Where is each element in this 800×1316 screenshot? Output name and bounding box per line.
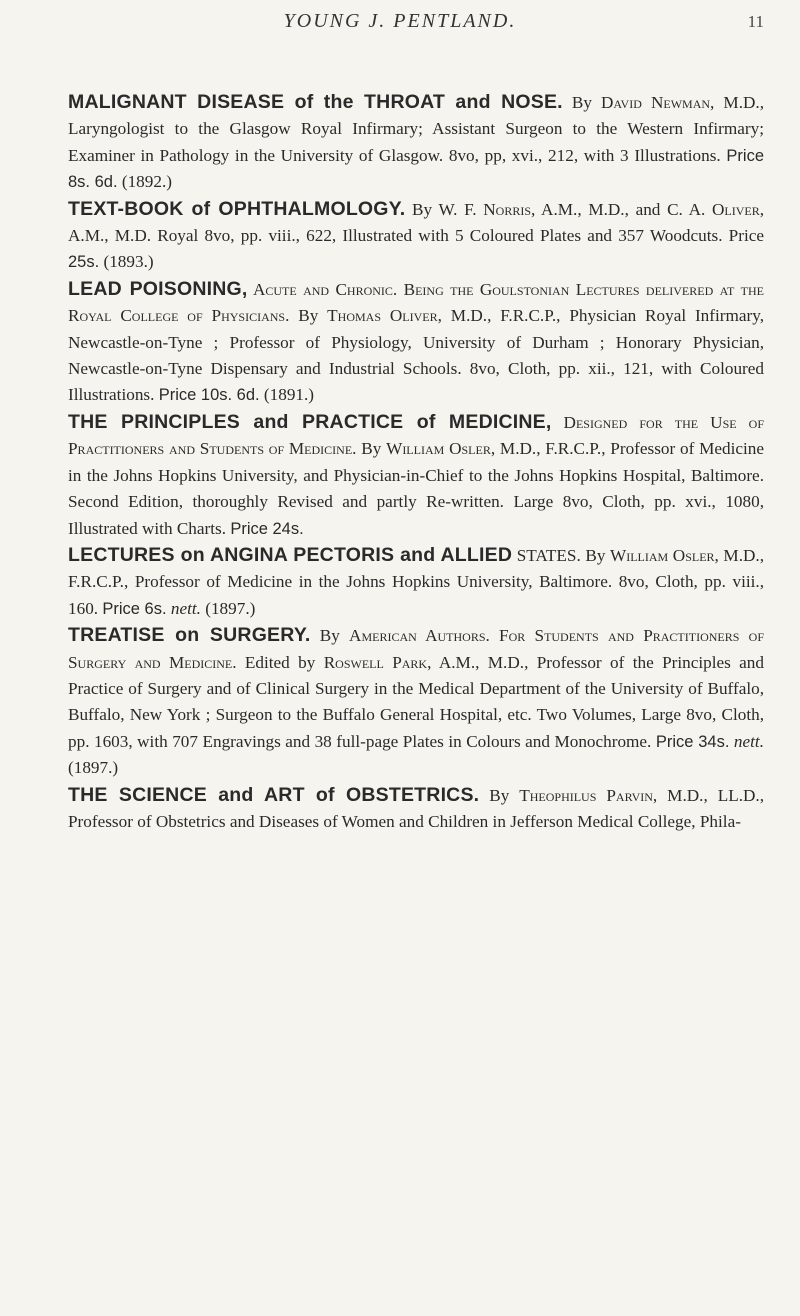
entry-title: MALIGNANT DISEASE of the THROAT and NOSE. [68,91,563,113]
entry-text: M.D., F.R.C.P., Professor of Medicine in the Johns Hopkins University, and Physician-in-Chief to the Johns Hopkins Hospital, Baltimore. Second Edition, thoroughly Revised and partly Re-written. Large 8vo, Cloth, pp. xvi., 1080, Illustrated with Charts. [68,439,765,538]
entry-price: Price 24s. [230,519,304,538]
entry-author: David Newman, [601,93,715,112]
entry-author: Thomas Oliver, [327,306,442,326]
entry-text: M.D., LL.D., Professor of Obstetrics and Diseases of Women and Children in Jefferson Medical College, Phila- [68,785,764,831]
entry-by: By [562,93,602,112]
entry-author-2: Roswell Park, [323,652,432,672]
entry-title: THE SCIENCE and ART of OBSTETRICS. [68,783,480,806]
entry-text: M.D., F.R.C.P., Professor of Medicine in the Johns Hopkins University, Baltimore. 8vo, Cloth, pp. viii., 160. [68,545,765,618]
entry-by: By [356,439,387,459]
entry-date: (1892.) [117,172,172,192]
catalogue-entry [68,782,764,836]
entry-by: By [289,306,328,326]
entry-price: Price 34s. [655,732,730,751]
catalogue-listing [68,89,764,835]
entry-price: Price 8s. 6d. [68,146,764,192]
entry-nett: nett. [729,731,765,751]
entry-date: (1891.) [259,385,315,405]
entry-author: Theophilus Parvin, [519,785,658,805]
page-number: 11 [747,12,764,31]
entry-price: 25s. [68,253,100,272]
entry-by: By [580,545,610,565]
entry-by: By [310,626,350,646]
entry-text: Edited by [236,652,324,672]
entry-text-2: A.M., M.D. Royal 8vo, pp. viii., 622, Illustrated with 5 Coloured Plates and 357 Woodcuts. Price [68,226,764,246]
entry-date: (1897.) [68,758,119,778]
entry-nett: nett. [166,598,201,618]
catalogue-entry [68,542,764,622]
entry-title: THE PRINCIPLES and PRACTICE of MEDICINE, [68,410,552,433]
entry-subtitle: Acute and Chronic. Being the Goulstonian Lectures delivered at the Royal College of Physicians. [68,279,765,326]
running-title: YOUNG J. PENTLAND. [283,10,517,32]
catalogue-entry [68,89,764,196]
entry-text-2: A.M., M.D., Professor of the Principles and Practice of Surgery and of Clinical Surgery in the Medical Department of the University of Buffalo, Buffalo, New York ; Surgeon to the Buffalo General Hospital, etc. Two Volumes, Large 8vo, Cloth, pp. 1603, with 707 Engravings and 38 full-page Plates in Colours and Monochrome. [68,652,764,751]
entry-by: By [479,785,520,805]
entry-author-2: Oliver, [711,199,765,219]
entry-author: Norris, [483,199,536,219]
catalogue-entry [68,196,764,276]
entry-date: (1897.) [200,598,256,618]
catalogue-entry [68,276,764,409]
entry-author: William Osler, [610,545,719,565]
entry-text: M.D., F.R.C.P., Physician Royal Infirmary, Newcastle-on-Tyne ; Professor of Physiology, University of Durham ; Honorary Physician, Newcastle-on-Tyne Dispensary and Industrial Schools. 8vo, Cloth, pp. xii., 121, with Coloured Illustrations. [68,306,764,405]
catalogue-entry [68,622,764,781]
entry-author: William Osler, [386,439,496,459]
entry-price: Price 10s. 6d. [158,386,260,405]
entry-title: LEAD POISONING, [68,277,248,300]
entry-by: By W. F. [405,199,484,219]
entry-title: TEXT-BOOK of OPHTHALMOLOGY. [68,197,406,220]
entry-price: Price 6s. [102,599,167,618]
entry-title-rest: STATES. [512,545,581,565]
entry-date: (1893.) [99,252,154,272]
entry-text: M.D., Laryngologist to the Glasgow Royal Infirmary; Assistant Surgeon to the Western Infirmary; Examiner in Pathology in the University of Glasgow. 8vo, pp, xvi., 212, with 3 Illustrations. [68,93,764,165]
entry-subtitle: Designed for the Use of Practitioners and Students of Medicine. [68,412,765,459]
entry-author: American Authors. For Students and Practitioners of Surgery and Medicine. [68,626,765,672]
entry-text: A.M., M.D., and C. A. [535,199,712,219]
catalogue-entry [68,409,764,542]
entry-title: TREATISE on SURGERY. [68,624,311,647]
entry-title: LECTURES on ANGINA PECTORIS and ALLIED [68,543,513,566]
